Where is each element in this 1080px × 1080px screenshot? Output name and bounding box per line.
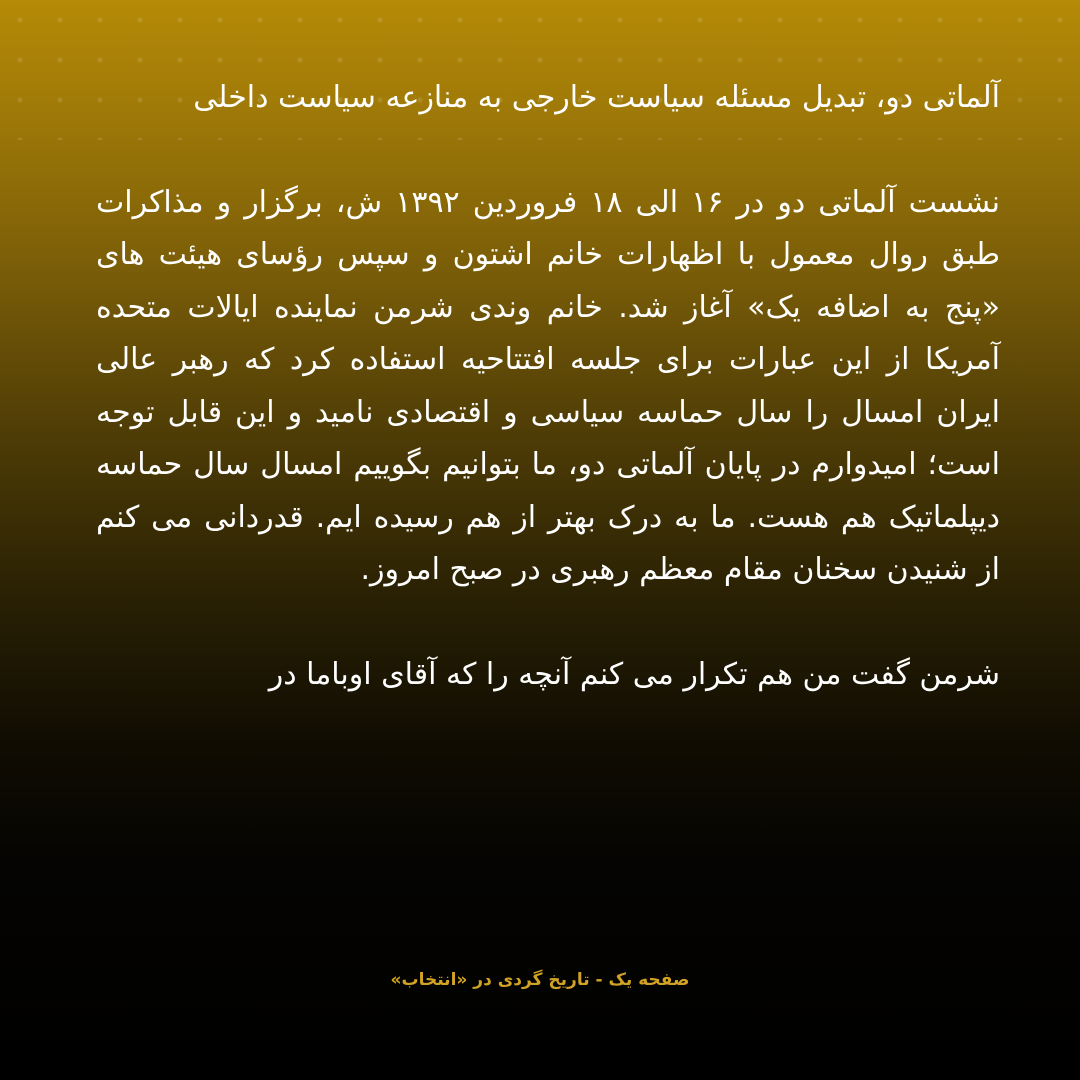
article-paragraph-continued: شرمن گفت من هم تکرار می کنم آنچه را که آقای اوباما در	[268, 656, 1000, 692]
article-paragraph: نشست آلماتی دو در ۱۶ الی ۱۸ فروردین ۱۳۹۲ ش، برگزار و مذاکرات طبق روال معمول با اظهارات خانم اشتون و سپس رؤسای هیئت های «پنج به اضافه یک» آغاز شد. خانم وندی شرمن نماینده ایالات متحده آمریکا از این عبارات برای جلسه افتتاحیه استفاده کرد که رهبر عالی ایران امسال را سال حماسه سیاسی و اقتصادی نامید و این قابل توجه است؛ امیدوارم در پایان آلماتی دو، ما بتوانیم بگوییم امسال سال حماسه دیپلماتیک هم هست. ما به درک بهتر از هم رسیده ایم. قدردانی می کنم از شنیدن سخنان مقام معظم رهبری در صبح امروز.	[96, 184, 1000, 587]
article-body	[96, 72, 1000, 701]
article-title: آلماتی دو، تبدیل مسئله سیاست خارجی به منازعه سیاست داخلی	[193, 80, 1000, 115]
footer-caption: صفحه یک - تاریخ گردی در «انتخاب»	[390, 970, 690, 990]
